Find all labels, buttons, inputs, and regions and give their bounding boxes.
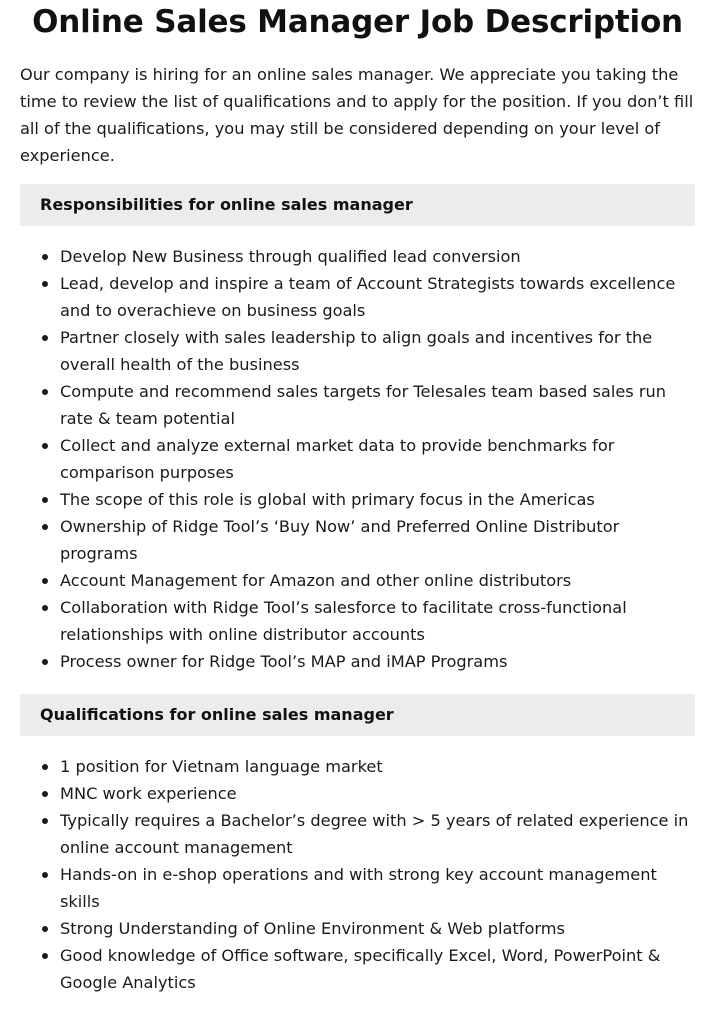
list-item: Compute and recommend sales targets for Telesales team based sales run rate & team potential — [20, 378, 695, 432]
qualifications-heading: Qualifications for online sales manager — [20, 694, 695, 736]
list-item: Ownership of Ridge Tool’s ‘Buy Now’ and Preferred Online Distributor programs — [20, 513, 695, 567]
list-item: Process owner for Ridge Tool’s MAP and iMAP Programs — [20, 648, 695, 675]
responsibilities-list — [20, 243, 695, 675]
list-item: Collaboration with Ridge Tool’s salesforce to facilitate cross-functional relationships with online distributor accounts — [20, 594, 695, 648]
list-item: Partner closely with sales leadership to align goals and incentives for the overall health of the business — [20, 324, 695, 378]
list-item: 1 position for Vietnam language market — [20, 753, 695, 780]
list-item: Hands-on in e-shop operations and with strong key account management skills — [20, 861, 695, 915]
list-item: Typically requires a Bachelor’s degree with > 5 years of related experience in online account management — [20, 807, 695, 861]
responsibilities-heading: Responsibilities for online sales manager — [20, 184, 695, 226]
intro-paragraph: Our company is hiring for an online sales manager. We appreciate you taking the time to review the list of qualifications and to apply for the position. If you don’t fill all of the qualifications, you may still be considered depending on your level of experience. — [20, 65, 694, 165]
qualifications-list — [20, 753, 695, 996]
list-item: Develop New Business through qualified lead conversion — [20, 243, 695, 270]
page-title: Online Sales Manager Job Description — [32, 4, 683, 40]
list-item: Account Management for Amazon and other online distributors — [20, 567, 695, 594]
list-item: Collect and analyze external market data to provide benchmarks for comparison purposes — [20, 432, 695, 486]
list-item: The scope of this role is global with primary focus in the Americas — [20, 486, 695, 513]
list-item: Good knowledge of Office software, specifically Excel, Word, PowerPoint & Google Analytics — [20, 942, 695, 996]
list-item: Lead, develop and inspire a team of Account Strategists towards excellence and to overachieve on business goals — [20, 270, 695, 324]
list-item: Strong Understanding of Online Environment & Web platforms — [20, 915, 695, 942]
list-item: MNC work experience — [20, 780, 695, 807]
